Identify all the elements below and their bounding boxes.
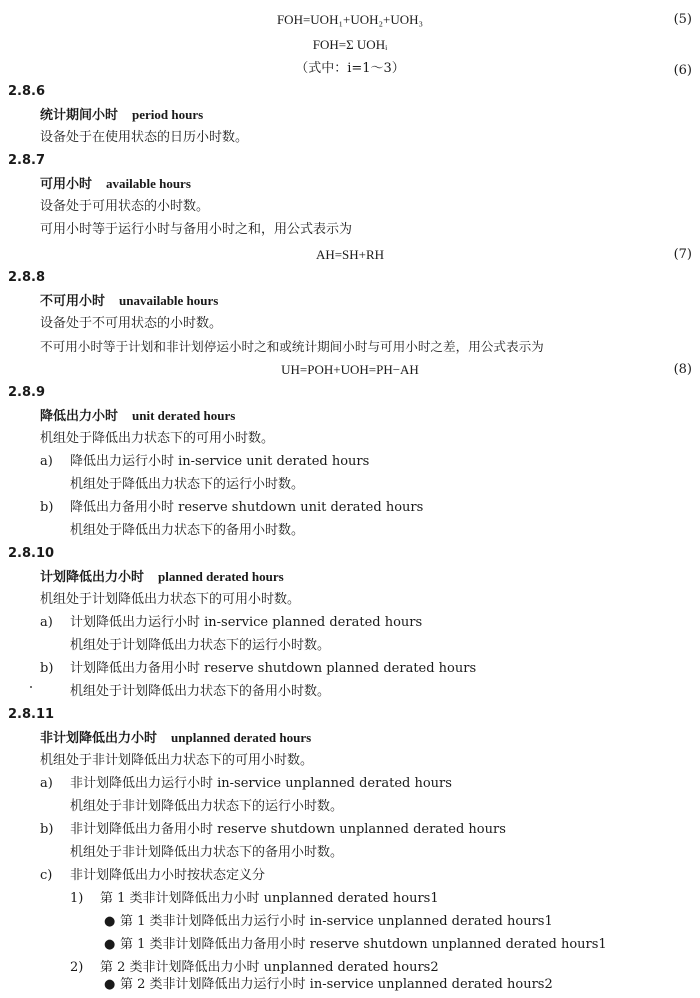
- list-item-title: 非计划降低出力备用小时 reserve shutdown unplanned derated hours: [70, 822, 506, 837]
- sub-list-item-title: 第 1 类非计划降低出力小时 unplanned derated hours1: [100, 891, 439, 906]
- term-en: unplanned derated hours: [171, 730, 312, 745]
- equation-number-5: (5): [673, 12, 692, 27]
- list-marker: b): [40, 500, 54, 515]
- term-unit-derated-hours: [40, 407, 235, 426]
- term-cn: 计划降低出力小时: [40, 570, 145, 585]
- definition-text: 设备处于在使用状态的日历小时数。: [40, 130, 249, 145]
- bullet-item-text: 第 1 类非计划降低出力运行小时 in-service unplanned derated hours1: [120, 914, 553, 929]
- equation-number-6: (6): [673, 63, 692, 78]
- list-marker: a): [40, 776, 53, 791]
- list-marker: b): [40, 822, 54, 837]
- list-item-title: 计划降低出力备用小时 reserve shutdown planned derated hours: [70, 661, 477, 676]
- term-en: available hours: [106, 176, 191, 191]
- section-number-2-8-10: 2.8.10: [8, 546, 55, 561]
- list-item-definition: 机组处于非计划降低出力状态下的备用小时数。: [70, 845, 344, 860]
- list-item-b: [40, 499, 423, 517]
- formula-note: （式中：i=1～3）: [295, 61, 405, 76]
- section-number-2-8-7: 2.8.7: [8, 153, 46, 168]
- term-en: planned derated hours: [158, 569, 284, 584]
- list-marker: b): [40, 661, 54, 676]
- list-item-title: 降低出力备用小时 reserve shutdown unit derated hours: [70, 500, 424, 515]
- sub-list-marker: 1): [70, 891, 84, 906]
- list-item-title: 计划降低出力运行小时 in-service planned derated hours: [70, 615, 423, 630]
- section-number-2-8-9: 2.8.9: [8, 385, 46, 400]
- term-unavailable-hours: [40, 292, 218, 311]
- scan-speck: [30, 686, 32, 688]
- term-cn: 不可用小时: [40, 294, 106, 309]
- sub-list-item-1: [70, 890, 439, 908]
- definition-text: 机组处于降低出力状态下的可用小时数。: [40, 431, 275, 446]
- list-item-a: [40, 614, 422, 632]
- bullet-icon: ●: [104, 977, 116, 992]
- section-number-2-8-6: 2.8.6: [8, 84, 46, 99]
- bullet-item: [104, 913, 553, 931]
- term-en: unit derated hours: [132, 408, 236, 423]
- list-item-a: [40, 453, 369, 471]
- note-text: 可用小时等于运行小时与备用小时之和，用公式表示为: [40, 222, 353, 237]
- bullet-item: [104, 936, 607, 954]
- list-item-title: 非计划降低出力小时按状态定义分: [70, 868, 266, 883]
- list-item-definition: 机组处于计划降低出力状态下的备用小时数。: [70, 684, 331, 699]
- sub-list-marker: 2): [70, 960, 84, 975]
- bullet-item-text: 第 1 类非计划降低出力备用小时 reserve shutdown unplanned derated hours1: [120, 937, 607, 952]
- list-item-b: [40, 821, 506, 839]
- term-cn: 降低出力小时: [40, 409, 119, 424]
- bullet-icon: ●: [104, 937, 116, 952]
- formula-foh-sigma: FOH=Σ UOHᵢ: [312, 37, 388, 52]
- list-marker: c): [40, 868, 53, 883]
- list-item-definition: 机组处于非计划降低出力状态下的运行小时数。: [70, 799, 344, 814]
- list-item-definition: 机组处于降低出力状态下的运行小时数。: [70, 477, 305, 492]
- equation-number-7: (7): [673, 247, 692, 262]
- term-available-hours: [40, 175, 191, 194]
- formula-ah: AH=SH+RH: [315, 247, 385, 262]
- list-item-title: 降低出力运行小时 in-service unit derated hours: [70, 454, 370, 469]
- term-en: period hours: [132, 107, 204, 122]
- bullet-item-text: 第 2 类非计划降低出力运行小时 in-service unplanned derated hours2: [120, 977, 553, 992]
- sub-list-item-2: [70, 959, 439, 977]
- formula-foh-sum: FOH=UOH₁+UOH₂+UOH₃: [276, 12, 424, 27]
- list-item-definition: 机组处于降低出力状态下的备用小时数。: [70, 523, 305, 538]
- note-text: 不可用小时等于计划和非计划停运小时之和或统计期间小时与可用小时之差，用公式表示为: [40, 339, 544, 354]
- definition-text: 设备处于可用状态的小时数。: [40, 199, 210, 214]
- term-unplanned-derated-hours: [40, 729, 311, 748]
- list-item-b: [40, 660, 476, 678]
- term-en: unavailable hours: [119, 293, 219, 308]
- sub-list-item-title: 第 2 类非计划降低出力小时 unplanned derated hours2: [100, 960, 439, 975]
- section-number-2-8-8: 2.8.8: [8, 270, 46, 285]
- formula-uh: UH=POH+UOH=PH−AH: [281, 362, 419, 377]
- equation-number-8: (8): [673, 362, 692, 377]
- term-cn: 可用小时: [40, 177, 93, 192]
- term-planned-derated-hours: [40, 568, 284, 587]
- section-number-2-8-11: 2.8.11: [8, 707, 55, 722]
- list-item-definition: 机组处于计划降低出力状态下的运行小时数。: [70, 638, 331, 653]
- bullet-item: [104, 976, 553, 994]
- definition-text: 设备处于不可用状态的小时数。: [40, 316, 223, 331]
- term-cn: 统计期间小时: [40, 108, 119, 123]
- list-item-title: 非计划降低出力运行小时 in-service unplanned derated hours: [70, 776, 452, 791]
- bullet-icon: ●: [104, 914, 116, 929]
- list-item-c: [40, 867, 265, 885]
- list-marker: a): [40, 615, 53, 630]
- list-item-a: [40, 775, 452, 793]
- definition-text: 机组处于计划降低出力状态下的可用小时数。: [40, 592, 301, 607]
- list-marker: a): [40, 454, 53, 469]
- definition-text: 机组处于非计划降低出力状态下的可用小时数。: [40, 753, 314, 768]
- term-cn: 非计划降低出力小时: [40, 731, 158, 746]
- term-period-hours: [40, 106, 203, 125]
